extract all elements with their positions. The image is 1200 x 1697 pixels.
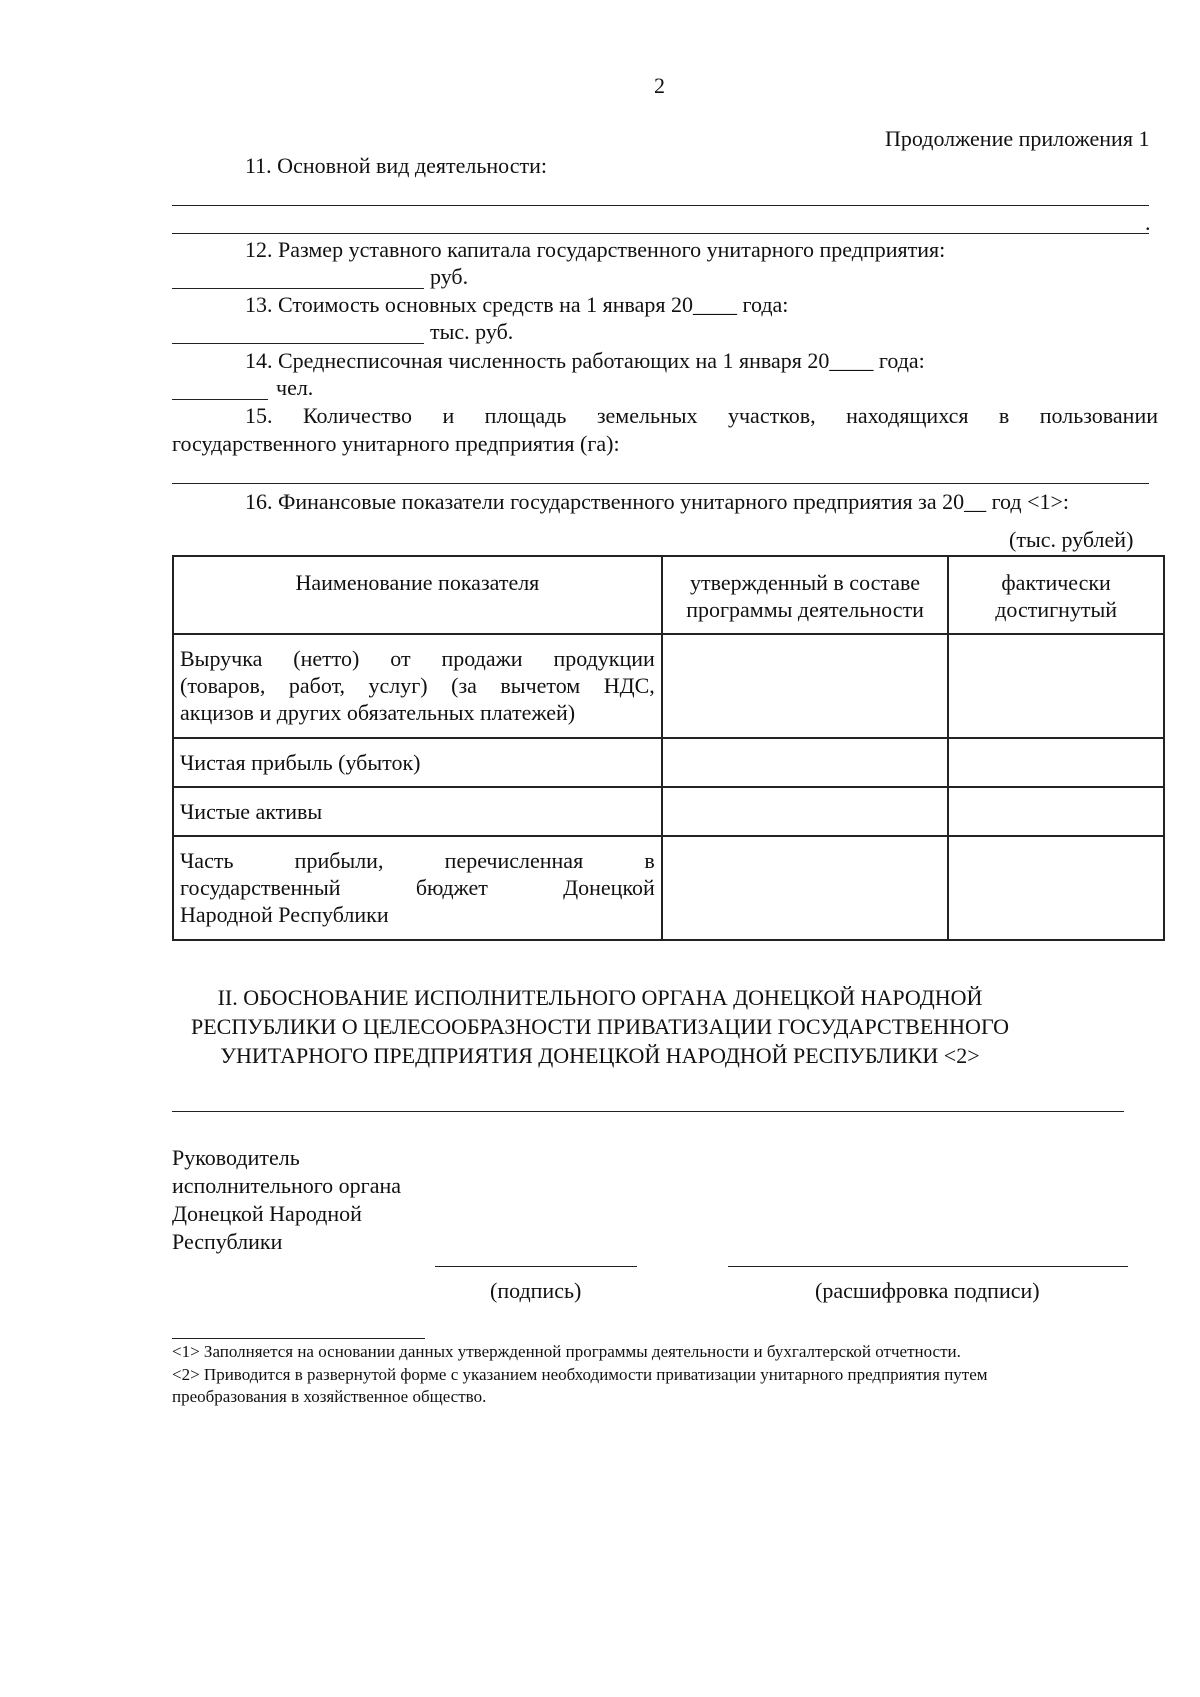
row-net-assets-label <box>173 787 662 836</box>
row-net-profit-label <box>173 738 662 787</box>
item-11-period: . <box>1145 210 1151 235</box>
item-16-label: 16. Финансовые показатели государственного унитарного предприятия за 20__ год <1>: <box>245 489 1070 514</box>
row-profit-share-line-1: Часть прибыли, перечисленная в <box>180 848 655 873</box>
item-11-answer-line-1[interactable] <box>172 205 1149 206</box>
row-profit-share-line-2: государственный бюджет Донецкой <box>180 875 655 900</box>
signature-line[interactable] <box>435 1266 637 1267</box>
row-net-assets-actual-cell[interactable] <box>948 787 1164 836</box>
signature-decode-line[interactable] <box>728 1266 1128 1267</box>
item-14-answer-line[interactable] <box>172 399 268 400</box>
item-15-line-1: 15. Количество и площадь земельных участков, находящихся в пользовании <box>245 403 1158 428</box>
footnote-2-line-1: <2> Приводится в развернутой форме с указанием необходимости приватизации унитарного предприятия путем <box>172 1365 988 1384</box>
header-approved-line-2: программы деятельности <box>686 597 924 622</box>
table-row <box>173 738 1164 787</box>
row-revenue-line-2: (товаров, работ, услуг) (за вычетом НДС, <box>180 673 655 698</box>
footnote-separator <box>172 1338 425 1339</box>
table-row <box>173 836 1164 940</box>
item-12-label: 12. Размер уставного капитала государственного унитарного предприятия: <box>245 237 946 262</box>
section-2-heading-line-3: УНИТАРНОГО ПРЕДПРИЯТИЯ ДОНЕЦКОЙ НАРОДНОЙ РЕСПУБЛИКИ <2> <box>220 1043 980 1068</box>
header-actual-line-1: фактически <box>1001 570 1111 595</box>
item-15-answer-line[interactable] <box>172 483 1149 484</box>
item-13-answer-line[interactable] <box>172 343 424 344</box>
header-actual-line-2: достигнутый <box>995 597 1118 622</box>
footnote-1: <1> Заполняется на основании данных утвержденной программы деятельности и бухгалтерской отчетности. <box>172 1342 961 1361</box>
item-11-answer-line-2[interactable] <box>172 233 1149 234</box>
continuation-note: Продолжение приложения 1 <box>885 126 1150 151</box>
section-2-heading-line-2: РЕСПУБЛИКИ О ЦЕЛЕСООБРАЗНОСТИ ПРИВАТИЗАЦИИ ГОСУДАРСТВЕННОГО <box>190 1014 1010 1039</box>
row-profit-share-approved-cell[interactable] <box>662 836 948 940</box>
table-header-row <box>173 556 1164 634</box>
signatory-line-2: исполнительного органа <box>172 1173 402 1198</box>
row-revenue-approved-cell[interactable] <box>662 634 948 738</box>
row-net-assets-text: Чистые активы <box>180 799 323 824</box>
row-profit-share-actual-cell[interactable] <box>948 836 1164 940</box>
signature-decode-caption: (расшифровка подписи) <box>815 1278 1040 1303</box>
section-2-answer-line[interactable] <box>172 1111 1124 1112</box>
header-actual <box>948 556 1164 634</box>
table-row <box>173 634 1164 738</box>
signatory-line-4: Республики <box>172 1229 283 1254</box>
section-2-heading-line-1: II. ОБОСНОВАНИЕ ИСПОЛНИТЕЛЬНОГО ОРГАНА ДОНЕЦКОЙ НАРОДНОЙ <box>217 985 983 1010</box>
item-12-unit: руб. <box>430 264 469 289</box>
signature-caption: (подпись) <box>490 1278 582 1303</box>
row-net-profit-approved-cell[interactable] <box>662 738 948 787</box>
header-indicator-name-text: Наименование показателя <box>295 570 540 595</box>
header-approved-line-1: утвержденный в составе <box>690 570 921 595</box>
signatory-line-3: Донецкой Народной <box>172 1201 362 1226</box>
row-profit-share-line-3: Народной Республики <box>180 902 389 927</box>
header-approved <box>662 556 948 634</box>
item-13-unit: тыс. руб. <box>430 319 514 344</box>
row-revenue-label <box>173 634 662 738</box>
row-revenue-actual-cell[interactable] <box>948 634 1164 738</box>
row-net-profit-text: Чистая прибыль (убыток) <box>180 750 421 775</box>
item-14-label: 14. Среднесписочная численность работающих на 1 января 20____ года: <box>245 348 925 373</box>
row-revenue-line-3: акцизов и других обязательных платежей) <box>180 700 576 725</box>
row-net-assets-approved-cell[interactable] <box>662 787 948 836</box>
row-profit-share-label <box>173 836 662 940</box>
table-row <box>173 787 1164 836</box>
units-note: (тыс. рублей) <box>1009 527 1134 552</box>
item-12-answer-line[interactable] <box>172 288 424 289</box>
item-13-label: 13. Стоимость основных средств на 1 января 20____ года: <box>245 292 789 317</box>
item-11-label: 11. Основной вид деятельности: <box>245 153 547 178</box>
item-15-line-2: государственного унитарного предприятия (га): <box>172 431 620 456</box>
item-14-unit: чел. <box>276 375 314 400</box>
row-net-profit-actual-cell[interactable] <box>948 738 1164 787</box>
page-number: 2 <box>654 73 665 98</box>
financial-indicators-table <box>172 555 1165 941</box>
row-revenue-line-1: Выручка (нетто) от продажи продукции <box>180 646 655 671</box>
header-indicator-name <box>173 556 662 634</box>
signatory-line-1: Руководитель <box>172 1145 300 1170</box>
footnote-2-line-2: преобразования в хозяйственное общество. <box>172 1387 487 1406</box>
